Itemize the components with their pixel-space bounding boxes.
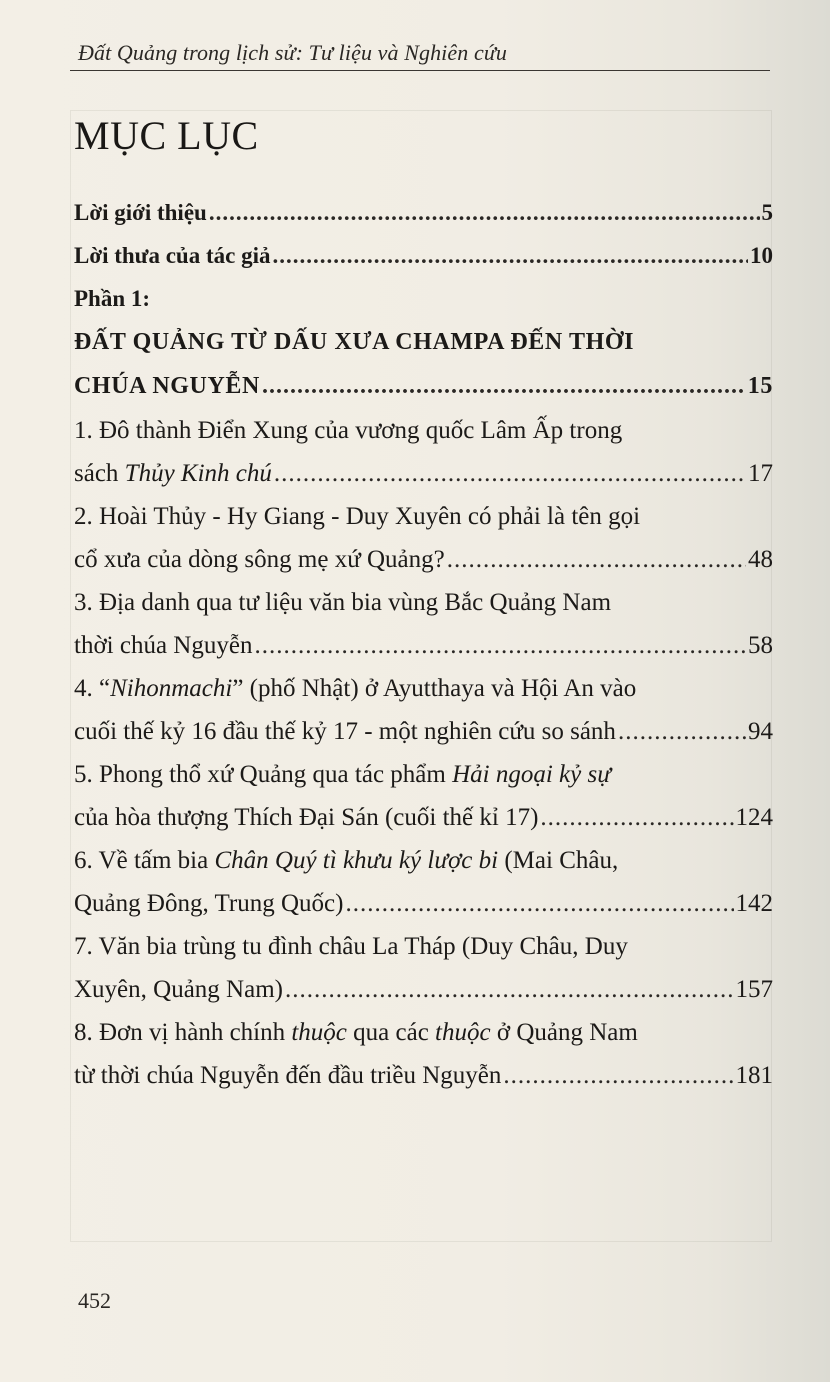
toc-page-number: 157 [735, 976, 773, 1003]
dot-leader [540, 804, 733, 832]
toc-item-7-line-1[interactable]: 7. Văn bia trùng tu đình châu La Tháp (Duy Châu, Duy [74, 933, 628, 960]
toc-item-2-line-1[interactable]: 2. Hoài Thủy - Hy Giang - Duy Xuyên có phải là tên gọi [74, 503, 641, 530]
toc-page-number: 48 [748, 546, 773, 573]
toc-item-6-line-2[interactable]: Quảng Đông, Trung Quốc) ..... 142 [74, 890, 773, 933]
toc-entry-label: Lời thưa của tác giả [74, 243, 271, 268]
toc-entry-label: Lời giới thiệu [74, 200, 207, 225]
toc-page-number: 58 [748, 632, 773, 659]
toc-item-1-line-1[interactable]: 1. Đô thành Điển Xung của vương quốc Lâm Ấp trong [74, 417, 623, 444]
toc-page-number: 10 [750, 243, 773, 268]
dot-leader [254, 632, 746, 660]
dot-leader [274, 460, 746, 488]
dot-leader [272, 243, 748, 269]
toc-entries [74, 200, 773, 1105]
toc-item-4-line-1[interactable]: 4. “Nihonmachi” (phố Nhật) ở Ayutthaya và Hội An vào [74, 675, 637, 702]
toc-item-7-line-2[interactable]: Xuyên, Quảng Nam) ..... 157 [74, 976, 773, 1019]
toc-item-5-line-2[interactable]: của hòa thượng Thích Đại Sán (cuối thế kỉ 17) ..... 124 [74, 804, 773, 847]
toc-entry-author-note[interactable] [74, 243, 773, 286]
toc-item-8-line-1[interactable]: 8. Đơn vị hành chính thuộc qua các thuộc ở Quảng Nam [74, 1019, 638, 1046]
toc-page-number: 142 [735, 890, 773, 917]
part-title-line-1[interactable]: ĐẤT QUẢNG TỪ DẤU XƯA CHAMPA ĐẾN THỜI [74, 329, 635, 355]
dot-leader [447, 546, 746, 574]
running-header: Đất Quảng trong lịch sử: Tư liệu và Nghiên cứu [78, 40, 508, 65]
toc-item-3-line-1[interactable]: 3. Địa danh qua tư liệu văn bia vùng Bắc Quảng Nam [74, 589, 612, 616]
toc-item-2-line-2[interactable]: cổ xưa của dòng sông mẹ xứ Quảng? ..... 48 [74, 546, 773, 589]
page-number: 452 [78, 1288, 111, 1313]
toc-page-number: 181 [735, 1062, 773, 1089]
header-rule [70, 70, 770, 71]
toc-page-number: 17 [748, 460, 773, 487]
toc-page-number: 94 [748, 718, 773, 745]
toc-title: MỤC LỤC [74, 113, 259, 158]
toc-item-6-line-1[interactable]: 6. Về tấm bia Chân Quý tì khưu ký lược bi (Mai Châu, [74, 847, 619, 874]
part-label: Phần 1: [74, 286, 151, 311]
toc-item-3-line-2[interactable]: thời chúa Nguyễn ..... 58 [74, 632, 773, 675]
toc-page-number: 5 [761, 200, 773, 225]
part-title-line-2[interactable]: CHÚA NGUYỄN ..... 15 [74, 373, 773, 417]
toc-item-5-line-1[interactable]: 5. Phong thổ xứ Quảng qua tác phẩm Hải ngoại kỷ sự [74, 761, 611, 788]
dot-leader [209, 200, 760, 226]
dot-leader [262, 373, 746, 400]
dot-leader [503, 1062, 733, 1090]
toc-item-4-line-2[interactable]: cuối thế kỷ 16 đầu thế kỷ 17 - một nghiên cứu so sánh ..... 94 [74, 718, 773, 761]
toc-item-1-line-2[interactable]: sách Thủy Kinh chú ..... 17 [74, 460, 773, 503]
dot-leader [285, 976, 734, 1004]
toc-page-number: 15 [747, 373, 773, 399]
dot-leader [618, 718, 746, 746]
toc-page-number: 124 [735, 804, 773, 831]
dot-leader [345, 890, 733, 918]
toc-entry-intro[interactable] [74, 200, 773, 243]
toc-item-8-line-2[interactable]: từ thời chúa Nguyễn đến đầu triều Nguyễn ..... 181 [74, 1062, 773, 1105]
